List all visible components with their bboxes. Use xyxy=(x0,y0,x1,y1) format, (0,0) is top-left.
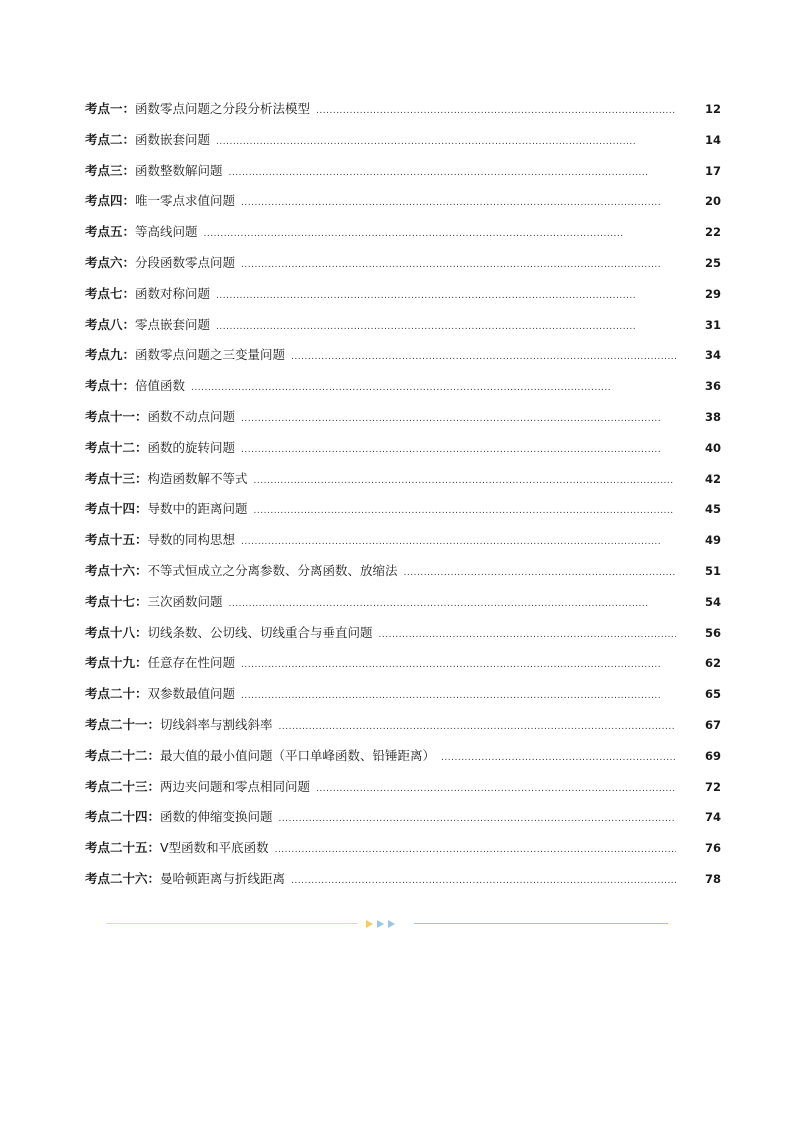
toc-entry[interactable] xyxy=(85,499,721,530)
dot-leader xyxy=(229,599,649,609)
toc-entry[interactable] xyxy=(85,469,721,500)
toc-entry-title: 倍值函数 xyxy=(135,378,186,394)
dot-leader xyxy=(316,106,676,116)
toc-entry-prefix: 考点三： xyxy=(85,162,136,178)
toc-entry[interactable] xyxy=(85,253,721,284)
toc-entry-prefix: 考点六： xyxy=(85,254,136,270)
toc-entry-title: 分段函数零点问题 xyxy=(135,254,236,270)
divider-line-left xyxy=(106,923,358,924)
toc-entry-title: 曼哈顿距离与折线距离 xyxy=(160,870,286,886)
toc-entry-page-number: 62 xyxy=(704,656,721,671)
toc-entry-prefix: 考点二十六： xyxy=(85,870,161,886)
toc-entry-prefix: 考点十八： xyxy=(85,624,148,640)
toc-entry-page-number: 45 xyxy=(704,502,721,517)
toc-entry-prefix: 考点二十一： xyxy=(85,716,161,732)
dot-leader xyxy=(241,198,661,208)
toc-entry[interactable] xyxy=(85,315,721,346)
toc-entry-title: 任意存在性问题 xyxy=(147,655,236,671)
toc-entry-page-number: 74 xyxy=(704,810,721,825)
toc-entry[interactable] xyxy=(85,869,721,900)
toc-entry-title: 函数零点问题之分段分析法模型 xyxy=(135,101,311,116)
toc-entry-title: 等高线问题 xyxy=(135,224,198,240)
toc-entry[interactable] xyxy=(85,684,721,715)
dot-leader xyxy=(229,168,649,178)
dot-leader xyxy=(204,229,624,239)
toc-entry-prefix: 考点十三： xyxy=(85,470,148,486)
toc-entry-prefix: 考点二十五： xyxy=(85,840,161,856)
arrow-icon-1 xyxy=(366,920,373,928)
toc-entry-prefix: 考点四： xyxy=(85,193,136,209)
toc-entry[interactable] xyxy=(85,715,721,746)
toc-entry-page-number: 36 xyxy=(704,379,721,394)
dot-leader xyxy=(279,722,676,732)
dot-leader xyxy=(404,568,676,578)
toc-entry-page-number: 31 xyxy=(704,317,721,332)
toc-entry[interactable] xyxy=(85,561,721,592)
toc-entry-title: 两边夹问题和零点相同问题 xyxy=(160,778,311,794)
toc-entry-prefix: 考点二： xyxy=(85,131,136,147)
toc-entry-prefix: 考点二十二： xyxy=(85,747,161,763)
toc-entry-page-number: 25 xyxy=(704,255,721,270)
toc-entry-prefix: 考点十七： xyxy=(85,593,148,609)
toc-entry-prefix: 考点二十四： xyxy=(85,809,161,825)
toc-entry-prefix: 考点十： xyxy=(85,378,136,394)
toc-entry[interactable] xyxy=(85,222,721,253)
toc-entry-title: 导数中的距离问题 xyxy=(147,501,248,517)
toc-entry-page-number: 34 xyxy=(704,348,721,363)
dot-leader xyxy=(441,753,676,763)
toc-entry-title: 零点嵌套问题 xyxy=(135,316,211,332)
toc-entry-title: 切线斜率与割线斜率 xyxy=(160,716,273,732)
toc-entry-page-number: 78 xyxy=(704,871,721,886)
toc-entry-title: 函数的伸缩变换问题 xyxy=(160,809,273,825)
toc-entry-prefix: 考点二十： xyxy=(85,686,148,702)
dot-leader xyxy=(316,784,676,794)
toc-entry-page-number: 22 xyxy=(704,225,721,240)
toc-entry-page-number: 51 xyxy=(704,563,721,578)
toc-entry[interactable] xyxy=(85,838,721,869)
toc-entry[interactable] xyxy=(85,376,721,407)
toc-entry-page-number: 40 xyxy=(704,440,721,455)
toc-entry-page-number: 65 xyxy=(704,687,721,702)
triple-arrow-icon xyxy=(364,918,398,930)
toc-entry[interactable] xyxy=(85,99,721,130)
dot-leader xyxy=(216,291,636,301)
dot-leader xyxy=(291,876,676,886)
toc-entry-title: 三次函数问题 xyxy=(147,593,223,609)
dot-leader xyxy=(216,322,636,332)
dot-leader xyxy=(241,691,661,701)
toc-entry[interactable] xyxy=(85,807,721,838)
toc-entry-prefix: 考点十五： xyxy=(85,532,148,548)
toc-entry-page-number: 17 xyxy=(704,163,721,178)
toc-entry-title: 函数零点问题之三变量问题 xyxy=(135,347,286,363)
toc-entry[interactable] xyxy=(85,130,721,161)
toc-entry-page-number: 56 xyxy=(704,625,721,640)
dot-leader xyxy=(254,506,674,516)
toc-entry-title: 不等式恒成立之分离参数、分离函数、放缩法 xyxy=(147,562,398,578)
dot-leader xyxy=(241,414,661,424)
toc-entry-prefix: 考点五： xyxy=(85,224,136,240)
toc-entry-page-number: 72 xyxy=(704,779,721,794)
toc-entry[interactable] xyxy=(85,623,721,654)
toc-entry-page-number: 76 xyxy=(704,841,721,856)
arrow-icon-2 xyxy=(377,920,384,928)
toc-entry[interactable] xyxy=(85,191,721,222)
toc-entry-prefix: 考点二十三： xyxy=(85,778,161,794)
toc-entry-prefix: 考点十四： xyxy=(85,501,148,517)
toc-entry-prefix: 考点七： xyxy=(85,285,136,301)
toc-entry-title: V型函数和平底函数 xyxy=(160,840,269,856)
dot-leader xyxy=(241,260,661,270)
toc-entry-prefix: 考点十九： xyxy=(85,655,148,671)
table-of-contents xyxy=(85,99,721,900)
toc-entry-page-number: 67 xyxy=(704,717,721,732)
toc-entry-prefix: 考点十一： xyxy=(85,408,148,424)
toc-entry-title: 函数嵌套问题 xyxy=(135,131,211,147)
decorative-divider xyxy=(106,918,668,930)
toc-entry-title: 函数的旋转问题 xyxy=(147,439,236,455)
dot-leader xyxy=(241,660,661,670)
toc-entry-page-number: 38 xyxy=(704,409,721,424)
toc-entry[interactable] xyxy=(85,345,721,376)
toc-entry-title: 函数对称问题 xyxy=(135,285,211,301)
toc-entry-title: 双参数最值问题 xyxy=(147,686,236,702)
toc-entry[interactable] xyxy=(85,592,721,623)
toc-entry-page-number: 20 xyxy=(704,194,721,209)
dot-leader xyxy=(254,476,674,486)
toc-entry-prefix: 考点十六： xyxy=(85,562,148,578)
toc-entry[interactable] xyxy=(85,746,721,777)
dot-leader xyxy=(241,537,661,547)
toc-entry-page-number: 12 xyxy=(704,102,721,116)
dot-leader xyxy=(241,445,661,455)
toc-entry-page-number: 54 xyxy=(704,594,721,609)
toc-entry-title: 切线条数、公切线、切线重合与垂直问题 xyxy=(147,624,373,640)
toc-entry-page-number: 14 xyxy=(704,132,721,147)
toc-entry[interactable] xyxy=(85,407,721,438)
toc-entry-prefix: 考点八： xyxy=(85,316,136,332)
divider-line-right xyxy=(414,923,668,924)
dot-leader xyxy=(275,845,676,855)
toc-entry-title: 导数的同构思想 xyxy=(147,532,236,548)
arrow-icon-3 xyxy=(388,920,395,928)
toc-entry-prefix: 考点九： xyxy=(85,347,136,363)
dot-leader xyxy=(191,383,611,393)
toc-entry-prefix: 考点十二： xyxy=(85,439,148,455)
toc-entry[interactable] xyxy=(85,530,721,561)
dot-leader xyxy=(291,352,676,362)
toc-entry[interactable] xyxy=(85,438,721,469)
toc-entry-title: 构造函数解不等式 xyxy=(147,470,248,486)
toc-entry[interactable] xyxy=(85,284,721,315)
toc-entry-prefix: 考点一： xyxy=(85,101,136,116)
toc-entry-page-number: 69 xyxy=(704,748,721,763)
dot-leader xyxy=(279,814,676,824)
toc-entry-page-number: 42 xyxy=(704,471,721,486)
toc-entry-page-number: 29 xyxy=(704,286,721,301)
toc-entry-title: 最大值的最小值问题（平口单峰函数、铅锤距离） xyxy=(160,747,436,763)
toc-entry-title: 函数不动点问题 xyxy=(147,408,236,424)
toc-entry-title: 唯一零点求值问题 xyxy=(135,193,236,209)
toc-entry[interactable] xyxy=(85,777,721,808)
dot-leader xyxy=(216,137,636,147)
dot-leader xyxy=(379,630,676,640)
toc-entry[interactable] xyxy=(85,653,721,684)
toc-entry[interactable] xyxy=(85,161,721,192)
toc-entry-page-number: 49 xyxy=(704,533,721,548)
toc-entry-title: 函数整数解问题 xyxy=(135,162,223,178)
